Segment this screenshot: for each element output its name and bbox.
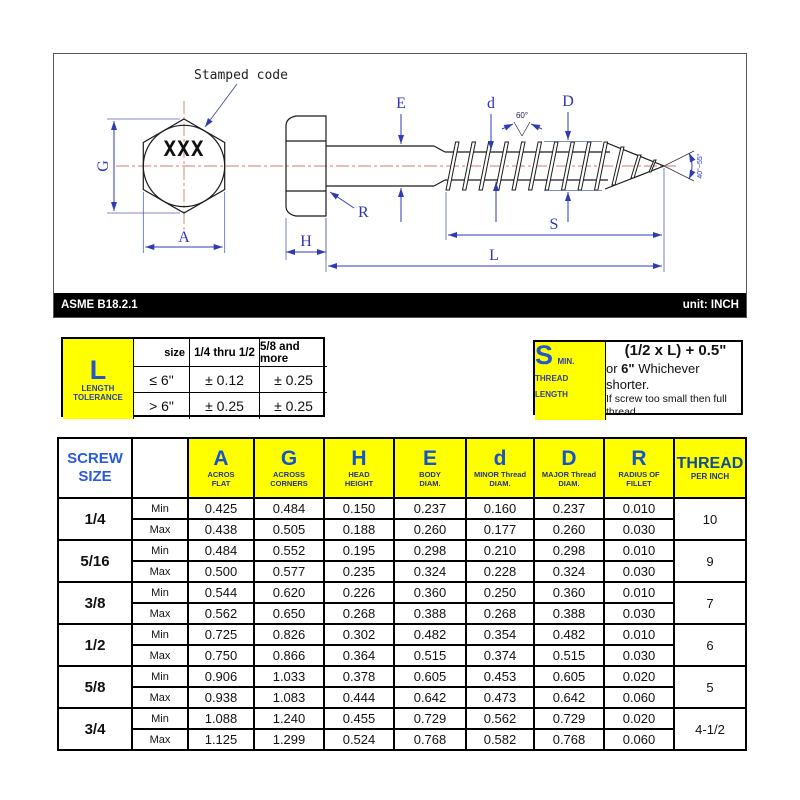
tolerance-cell: ± 0.25	[189, 392, 259, 419]
min-label: Min	[132, 582, 188, 603]
value-cell: 0.515	[534, 645, 604, 666]
col-header-R: R RADIUS OF FILLET	[604, 438, 674, 498]
value-cell: 0.642	[534, 687, 604, 708]
value-cell: 1.083	[254, 687, 324, 708]
spec-row-min	[58, 582, 746, 603]
value-cell: 0.750	[188, 645, 254, 666]
dim-G-label: G	[95, 160, 112, 172]
value-cell: 0.210	[466, 540, 534, 561]
value-cell: 0.938	[188, 687, 254, 708]
value-cell: 0.188	[324, 519, 394, 540]
value-cell: 0.482	[534, 624, 604, 645]
standard-name: ASME B18.2.1	[61, 299, 138, 311]
value-cell: 0.642	[394, 687, 466, 708]
spec-table-body	[58, 498, 746, 750]
tolerance-cell: ± 0.25	[259, 366, 327, 392]
unit-label: unit: INCH	[682, 299, 739, 311]
value-cell: 0.620	[254, 582, 324, 603]
col-header-A: A ACROS FLAT	[188, 438, 254, 498]
dim-S	[446, 168, 664, 272]
value-cell: 0.378	[324, 666, 394, 687]
value-cell: 0.544	[188, 582, 254, 603]
value-cell: 0.562	[188, 603, 254, 624]
min-thread-length-box	[533, 340, 743, 419]
spec-row-max	[58, 645, 746, 666]
thread-angle-label: 60°	[515, 111, 529, 120]
value-cell: 0.562	[466, 708, 534, 729]
spec-row-min	[58, 498, 746, 519]
col-header-G: G ACROSS CORNERS	[254, 438, 324, 498]
value-cell: 0.030	[604, 645, 674, 666]
value-cell: 0.453	[466, 666, 534, 687]
screw-size-header: SCREW SIZE	[58, 438, 132, 498]
dim-S-label: S	[549, 216, 559, 233]
dim-R-label: R	[358, 204, 369, 221]
min-thread-length-key	[535, 342, 605, 420]
range-header: 1/4 thru 1/2	[189, 339, 259, 366]
value-cell: 0.302	[324, 624, 394, 645]
col-header-H: H HEAD HEIGHT	[324, 438, 394, 498]
size-header: size	[133, 339, 189, 366]
lag-screw-drawing	[54, 54, 748, 294]
threads-per-inch-cell: 7	[674, 582, 746, 624]
spec-row-min	[58, 666, 746, 687]
screw-size-cell: 1/2	[58, 624, 132, 666]
value-cell: 0.725	[188, 624, 254, 645]
spec-row-max	[58, 687, 746, 708]
value-cell: 0.388	[534, 603, 604, 624]
dim-A-label: A	[178, 229, 190, 246]
screw-size-cell: 3/8	[58, 582, 132, 624]
rule-line: or 6" Whichever shorter.	[606, 360, 700, 392]
spec-row-min	[58, 624, 746, 645]
length-tolerance-key	[63, 339, 133, 419]
max-label: Max	[132, 519, 188, 540]
value-cell: 0.010	[604, 540, 674, 561]
key-caption: LENGTH	[535, 390, 568, 399]
spec-row-max	[58, 519, 746, 540]
screw-size-cell: 1/4	[58, 498, 132, 540]
value-cell: 0.235	[324, 561, 394, 582]
value-cell: 0.388	[394, 603, 466, 624]
value-cell: 0.906	[188, 666, 254, 687]
thread-angle-annotation	[502, 111, 542, 136]
dimension-table	[57, 437, 747, 751]
value-cell: 0.060	[604, 687, 674, 708]
threads-per-inch-cell: 6	[674, 624, 746, 666]
threads-per-inch-cell: 4-1/2	[674, 708, 746, 750]
value-cell: 0.515	[394, 645, 466, 666]
value-cell: 0.582	[466, 729, 534, 750]
value-cell: 0.425	[188, 498, 254, 519]
col-header-D: D MAJOR Thread DIAM.	[534, 438, 604, 498]
point-angle-label: 40°~55°	[697, 153, 704, 179]
value-cell: 0.500	[188, 561, 254, 582]
value-cell: 0.505	[254, 519, 324, 540]
value-cell: 0.298	[394, 540, 466, 561]
max-label: Max	[132, 561, 188, 582]
value-cell: 0.577	[254, 561, 324, 582]
centerlines	[116, 101, 676, 231]
min-label: Min	[132, 540, 188, 561]
value-cell: 0.195	[324, 540, 394, 561]
spec-row-max	[58, 729, 746, 750]
value-cell: 0.020	[604, 708, 674, 729]
stamp-marking: XXX	[163, 137, 205, 161]
key-caption: MIN. THREAD	[535, 357, 575, 383]
tolerance-cell: ± 0.25	[259, 392, 327, 419]
dim-L	[326, 218, 662, 272]
dim-L-label: L	[489, 247, 499, 264]
value-cell: 0.260	[534, 519, 604, 540]
threads-per-inch-cell: 9	[674, 540, 746, 582]
value-cell: 0.473	[466, 687, 534, 708]
value-cell: 0.228	[466, 561, 534, 582]
hex-head-front-view	[143, 68, 288, 213]
rule-note: If screw too small then full thread	[606, 393, 727, 419]
value-cell: 0.237	[534, 498, 604, 519]
value-cell: 0.484	[254, 498, 324, 519]
value-cell: 0.010	[604, 624, 674, 645]
drawing-title-bar	[54, 293, 746, 317]
value-cell: 0.298	[534, 540, 604, 561]
value-cell: 0.268	[324, 603, 394, 624]
value-cell: 0.237	[394, 498, 466, 519]
value-cell: 0.729	[534, 708, 604, 729]
value-cell: 0.354	[466, 624, 534, 645]
header-row	[58, 438, 746, 498]
stamped-code-label: Stamped code	[194, 68, 288, 83]
value-cell: 0.324	[394, 561, 466, 582]
dimension-table-wrap	[57, 437, 747, 751]
value-cell: 0.552	[254, 540, 324, 561]
key-letter-L: L	[89, 354, 107, 385]
value-cell: 0.030	[604, 519, 674, 540]
screw-size-cell: 3/4	[58, 708, 132, 750]
max-label: Max	[132, 687, 188, 708]
thread-crests	[446, 142, 608, 190]
key-caption: LENGTH	[81, 383, 115, 393]
value-cell: 0.768	[394, 729, 466, 750]
value-cell: 0.455	[324, 708, 394, 729]
value-cell: 0.729	[394, 708, 466, 729]
formula: (1/2 x L) + 0.5"	[624, 342, 727, 359]
value-cell: 0.250	[466, 582, 534, 603]
value-cell: 0.324	[534, 561, 604, 582]
threads-per-inch-cell: 5	[674, 666, 746, 708]
key-caption: TOLERANCE	[73, 392, 123, 402]
value-cell: 1.033	[254, 666, 324, 687]
max-label: Max	[132, 645, 188, 666]
min-label: Min	[132, 708, 188, 729]
value-cell: 0.150	[324, 498, 394, 519]
value-cell: 0.364	[324, 645, 394, 666]
col-header-thread: THREAD PER INCH	[674, 438, 746, 498]
spec-row-max	[58, 561, 746, 582]
dim-H	[286, 218, 326, 260]
value-cell: 0.482	[394, 624, 466, 645]
value-cell: 0.360	[534, 582, 604, 603]
dim-E-label: E	[396, 95, 406, 112]
screw-size-cell: 5/16	[58, 540, 132, 582]
dim-d-label: d	[487, 95, 495, 112]
tolerance-cell: ± 0.12	[189, 366, 259, 392]
size-cell: > 6"	[133, 392, 189, 419]
value-cell: 0.226	[324, 582, 394, 603]
value-cell: 0.268	[466, 603, 534, 624]
value-cell: 0.605	[394, 666, 466, 687]
spec-row-max	[58, 603, 746, 624]
min-label: Min	[132, 666, 188, 687]
range-header: 5/8 and more	[259, 339, 327, 366]
value-cell: 0.260	[394, 519, 466, 540]
dim-E	[396, 95, 406, 222]
value-cell: 0.177	[466, 519, 534, 540]
value-cell: 0.030	[604, 603, 674, 624]
value-cell: 0.768	[534, 729, 604, 750]
value-cell: 1.240	[254, 708, 324, 729]
value-cell: 0.524	[324, 729, 394, 750]
dim-D-label: D	[562, 93, 574, 110]
key-letter-S: S	[535, 340, 554, 370]
spec-row-min	[58, 708, 746, 729]
min-label: Min	[132, 624, 188, 645]
max-label: Max	[132, 729, 188, 750]
value-cell: 0.605	[534, 666, 604, 687]
value-cell: 0.060	[604, 729, 674, 750]
value-cell: 0.444	[324, 687, 394, 708]
value-cell: 0.020	[604, 666, 674, 687]
value-cell: 0.826	[254, 624, 324, 645]
dim-H-label: H	[300, 233, 312, 250]
length-tolerance-table	[61, 337, 325, 417]
value-cell: 0.650	[254, 603, 324, 624]
value-cell: 0.360	[394, 582, 466, 603]
thread-length-rule	[605, 342, 745, 420]
value-cell: 1.088	[188, 708, 254, 729]
minmax-header	[132, 438, 188, 498]
value-cell: 0.484	[188, 540, 254, 561]
value-cell: 1.125	[188, 729, 254, 750]
value-cell: 0.438	[188, 519, 254, 540]
value-cell: 1.299	[254, 729, 324, 750]
dim-R	[330, 192, 369, 221]
value-cell: 0.010	[604, 498, 674, 519]
technical-drawing-panel	[53, 53, 747, 318]
col-header-E: E BODY DIAM.	[394, 438, 466, 498]
value-cell: 0.010	[604, 582, 674, 603]
min-label: Min	[132, 498, 188, 519]
value-cell: 0.374	[466, 645, 534, 666]
value-cell: 0.866	[254, 645, 324, 666]
threads-per-inch-cell: 10	[674, 498, 746, 540]
col-header-d: d MINOR Thread DIAM.	[466, 438, 534, 498]
spec-row-min	[58, 540, 746, 561]
value-cell: 0.030	[604, 561, 674, 582]
value-cell: 0.160	[466, 498, 534, 519]
size-cell: ≤ 6"	[133, 366, 189, 392]
max-label: Max	[132, 603, 188, 624]
screw-size-cell: 5/8	[58, 666, 132, 708]
